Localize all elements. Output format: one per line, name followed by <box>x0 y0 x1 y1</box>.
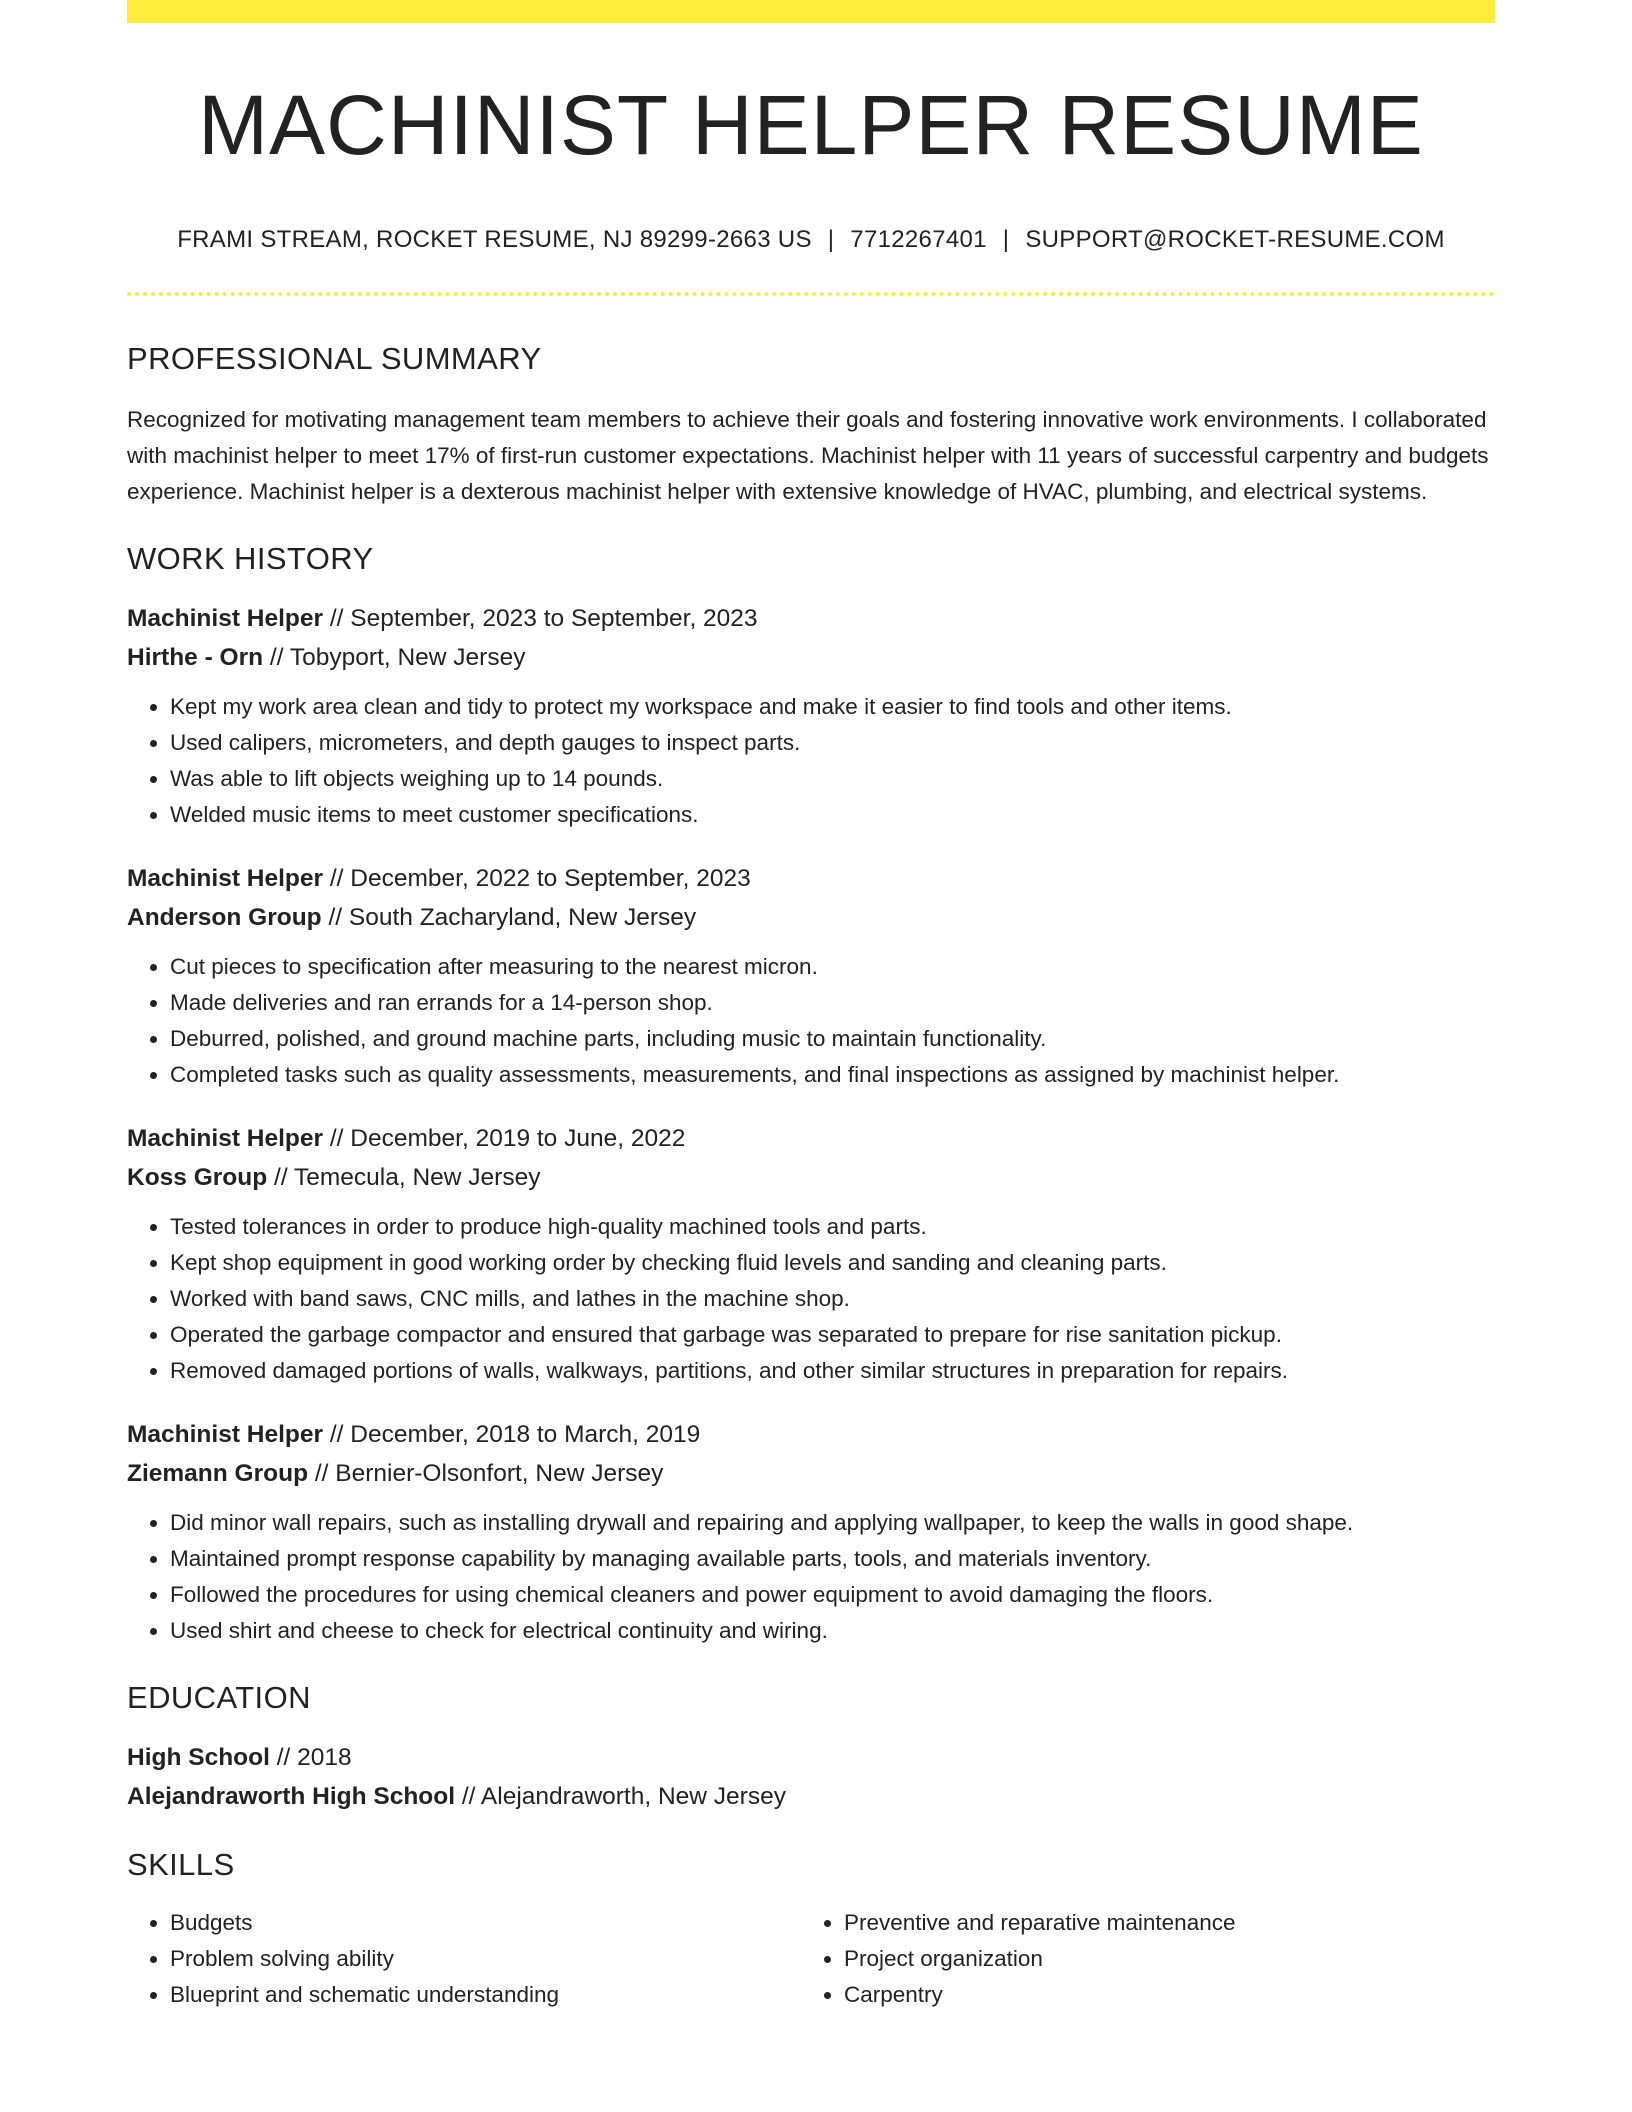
job-title-line <box>127 599 1495 638</box>
job-title: Machinist Helper <box>127 604 324 632</box>
job-dates: // December, 2018 to March, 2019 <box>323 1420 701 1448</box>
contact-phone: 7712267401 <box>850 225 987 253</box>
education-heading: EDUCATION <box>127 1679 311 1715</box>
job-company: Ziemann Group <box>127 1459 309 1487</box>
job-duty-item: • Worked with band saws, CNC mills, and lathes in the machine shop. <box>170 1281 1495 1317</box>
skills-column-right <box>801 1905 1236 2013</box>
education-school: Alejandraworth High School <box>127 1782 456 1810</box>
job-company: Hirthe - Orn <box>127 643 264 671</box>
job-duty-item: • Was able to lift objects weighing up to 14 pounds. <box>170 761 1495 797</box>
skills-heading: SKILLS <box>127 1846 235 1882</box>
job-location: // South Zacharyland, New Jersey <box>321 903 697 931</box>
job-duty-item: • Kept shop equipment in good working order by checking fluid levels and sanding and cleaning parts. <box>170 1245 1495 1281</box>
job-duty-item: • Welded music items to meet customer specifications. <box>170 797 1495 833</box>
job-entry <box>127 859 1495 1093</box>
job-duty-item: • Deburred, polished, and ground machine parts, including music to maintain functionality. <box>170 1021 1495 1057</box>
job-entry <box>127 1119 1495 1389</box>
job-entry <box>127 1415 1495 1649</box>
job-dates: // December, 2022 to September, 2023 <box>323 864 751 892</box>
accent-top-bar <box>127 0 1495 23</box>
resume-page <box>127 0 1495 2013</box>
skill-item: • Problem solving ability <box>170 1941 801 1977</box>
job-duty-item: • Operated the garbage compactor and ensured that garbage was separated to prepare for rise sanitation pickup. <box>170 1317 1495 1353</box>
education-degree-line <box>127 1738 1495 1777</box>
job-duties-list <box>127 1505 1495 1649</box>
job-duty-item: • Removed damaged portions of walls, walkways, partitions, and other similar structures in preparation for repairs. <box>170 1353 1495 1389</box>
job-duty-item: • Made deliveries and ran errands for a 14-person shop. <box>170 985 1495 1021</box>
job-dates: // December, 2019 to June, 2022 <box>323 1124 686 1152</box>
skill-item: • Blueprint and schematic understanding <box>170 1977 801 2013</box>
skill-item: • Carpentry <box>844 1977 1236 2013</box>
job-duty-item: • Completed tasks such as quality assessments, measurements, and final inspections as assigned by machinist helper. <box>170 1057 1495 1093</box>
job-location: // Bernier-Olsonfort, New Jersey <box>308 1459 664 1487</box>
skill-item: • Project organization <box>844 1941 1236 1977</box>
work-history-list <box>127 599 1495 1649</box>
job-duty-item: • Kept my work area clean and tidy to protect my workspace and make it easier to find tools and other items. <box>170 689 1495 725</box>
job-company-line <box>127 1454 1495 1493</box>
job-duty-item: • Tested tolerances in order to produce high-quality machined tools and parts. <box>170 1209 1495 1245</box>
job-company-line <box>127 1158 1495 1197</box>
job-duty-item: • Used calipers, micrometers, and depth gauges to inspect parts. <box>170 725 1495 761</box>
education-degree: High School <box>127 1743 270 1771</box>
job-title-line <box>127 1415 1495 1454</box>
job-company: Anderson Group <box>127 903 322 931</box>
dotted-divider <box>127 292 1495 296</box>
job-duty-item: • Followed the procedures for using chemical cleaners and power equipment to avoid damaging the floors. <box>170 1577 1495 1613</box>
contact-separator: | <box>1002 225 1010 253</box>
job-title: Machinist Helper <box>127 1420 324 1448</box>
job-entry <box>127 599 1495 833</box>
contact-email: SUPPORT@ROCKET-RESUME.COM <box>1025 225 1445 253</box>
job-duties-list <box>127 949 1495 1093</box>
education-location: // Alejandraworth, New Jersey <box>455 1782 786 1810</box>
job-company: Koss Group <box>127 1163 268 1191</box>
contact-line <box>127 226 1495 255</box>
skills-list <box>127 1905 1495 2013</box>
job-company-line <box>127 898 1495 937</box>
job-title-line <box>127 859 1495 898</box>
skill-item: • Preventive and reparative maintenance <box>844 1905 1236 1941</box>
education-year: // 2018 <box>269 1743 352 1771</box>
job-duty-item: • Did minor wall repairs, such as installing drywall and repairing and applying wallpaper, to keep the walls in good shape. <box>170 1505 1495 1541</box>
job-title-line <box>127 1119 1495 1158</box>
job-duties-list <box>127 689 1495 833</box>
job-company-line <box>127 638 1495 677</box>
job-title: Machinist Helper <box>127 864 324 892</box>
summary-text: Recognized for motivating management team members to achieve their goals and fostering innovative work environments. I collaborated with machinist helper to meet 17% of first-run customer expectations. Machinist helper with 11 years of successful carpentry and budgets experience. Machinist helper is a dexterous machinist helper with extensive knowledge of HVAC, plumbing, and electrical systems. <box>127 406 1489 504</box>
work-history-heading: WORK HISTORY <box>127 540 374 576</box>
education-entry <box>127 1738 1495 1816</box>
resume-title: MACHINIST HELPER RESUME <box>198 78 1424 172</box>
education-school-line <box>127 1777 1495 1816</box>
job-dates: // September, 2023 to September, 2023 <box>323 604 758 632</box>
job-title: Machinist Helper <box>127 1124 324 1152</box>
summary-heading: PROFESSIONAL SUMMARY <box>127 341 542 377</box>
skill-item: • Budgets <box>170 1905 801 1941</box>
job-duty-item: • Used shirt and cheese to check for electrical continuity and wiring. <box>170 1613 1495 1649</box>
contact-separator: | <box>827 225 835 253</box>
job-location: // Temecula, New Jersey <box>267 1163 541 1191</box>
job-duties-list <box>127 1209 1495 1389</box>
job-duty-item: • Maintained prompt response capability by managing available parts, tools, and materials inventory. <box>170 1541 1495 1577</box>
job-location: // Tobyport, New Jersey <box>263 643 526 671</box>
contact-address: FRAMI STREAM, ROCKET RESUME, NJ 89299-2663 US <box>177 225 812 253</box>
skills-column-left <box>127 1905 801 2013</box>
job-duty-item: • Cut pieces to specification after measuring to the nearest micron. <box>170 949 1495 985</box>
